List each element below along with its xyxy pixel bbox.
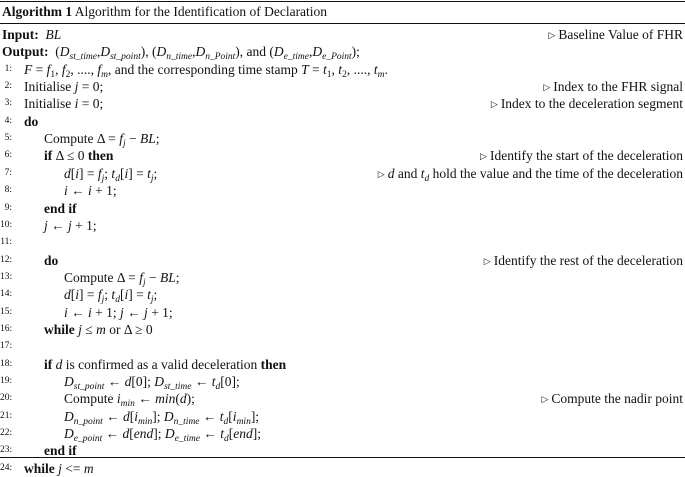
header-value: BL xyxy=(45,27,62,42)
code-line-9 xyxy=(0,200,685,218)
line-code: $D_{st\_point}$ ← d[0]; $D_{st\_time}$ ← $t_d[0]$; xyxy=(64,374,240,392)
line-number: 3: xyxy=(4,98,12,109)
code-line-22 xyxy=(0,425,685,443)
code-line-12 xyxy=(0,252,685,270)
comment-triangle-icon: ▷ xyxy=(543,82,551,93)
line-code: Compute $i_{min}$ ← min(d); xyxy=(64,391,195,410)
line-code: while j <= m xyxy=(24,460,94,476)
line-code: end if xyxy=(44,443,77,459)
algorithm-label: Algorithm 1 xyxy=(2,4,73,19)
header-line-output xyxy=(0,43,685,61)
line-code: Initialise i = 0; xyxy=(24,96,104,112)
line-code: $d[i] = f_j$; $t_d[i] = t_j$; xyxy=(64,165,158,184)
header-code xyxy=(2,26,61,44)
code-line-8 xyxy=(0,182,685,200)
header-label: Input: xyxy=(2,27,39,42)
comment-triangle-icon: ▷ xyxy=(548,30,556,40)
line-code: while j ≤ m or Δ ≥ 0 xyxy=(44,321,153,337)
line-number: 16: xyxy=(0,323,13,334)
line-number: 12: xyxy=(0,254,13,265)
line-number: 21: xyxy=(0,410,13,421)
line-number: 19: xyxy=(0,376,13,386)
line-number: 17: xyxy=(0,341,13,352)
code-line-13 xyxy=(0,269,685,287)
comment-text: d and $t_d$ hold the value and the time of the deceleration xyxy=(387,165,683,184)
header-code xyxy=(2,43,360,61)
comment-triangle-icon: ▷ xyxy=(480,151,487,162)
code-line-10 xyxy=(0,217,685,235)
comment-text: Identify the start of the deceleration xyxy=(489,148,683,164)
line-number: 24: xyxy=(0,462,13,473)
top-rule xyxy=(0,1,685,2)
comment-triangle-icon: ▷ xyxy=(541,394,549,405)
line-code: $d[i] = f_j$; $t_d[i] = t_j$; xyxy=(64,287,158,306)
code-line-11 xyxy=(0,234,685,252)
line-code: Initialise j = 0; xyxy=(24,79,104,95)
line-number: 15: xyxy=(0,306,13,317)
code-line-15 xyxy=(0,304,685,322)
line-number: 7: xyxy=(4,167,12,178)
code-line-16 xyxy=(0,321,685,339)
comment-triangle-icon: ▷ xyxy=(490,99,498,110)
code-line-5 xyxy=(0,130,685,148)
header-label: Output: xyxy=(2,44,49,60)
line-code: do xyxy=(24,113,39,129)
line-code: do xyxy=(44,252,59,268)
line-number: 1: xyxy=(4,63,12,74)
code-line-3 xyxy=(0,95,685,113)
comment-text: Identify the rest of the deceleration xyxy=(493,252,683,268)
line-code: Compute $\Delta = f_j$ − BL; xyxy=(44,131,160,150)
line-code: end if xyxy=(44,200,77,216)
code-line-24 xyxy=(0,460,685,477)
comment-triangle-icon: ▷ xyxy=(377,168,385,179)
line-code: $D_{n\_point}$ ← $d[i_{min}]$; $D_{n\_time}$ ← $t_d[i_{min}]$; xyxy=(64,408,260,427)
algorithm-caption: Algorithm for the Identification of Declaration xyxy=(74,4,328,19)
code-line-4 xyxy=(0,113,685,131)
line-number: 20: xyxy=(0,393,13,404)
code-line-17 xyxy=(0,338,685,356)
algorithm-title xyxy=(2,3,327,20)
line-number: 2: xyxy=(4,81,12,92)
header-value: $(D_{st\_time},D_{st\_point})$, $(D_{n\_time},D_{n\_Point})$, and $(D_{e\_time},D_{e\_Point})$; xyxy=(48,44,360,63)
line-number: 14: xyxy=(0,289,13,300)
line-number: 6: xyxy=(4,150,12,161)
comment-text: Index to the deceleration segment xyxy=(500,96,683,112)
line-number: 22: xyxy=(0,428,13,439)
code-line-2 xyxy=(0,78,685,96)
line-code: if d is confirmed as a valid deceleration then xyxy=(44,356,287,372)
line-code: $F = f_1$, $f_2$, ...., $f_m$, and the corresponding time stamp $T = t_1$, $t_2$, ...., $t_m$. xyxy=(24,61,388,80)
comment-text: Index to the FHR signal xyxy=(553,79,683,95)
comment-triangle-icon: ▷ xyxy=(483,255,491,266)
line-code: i ← i + 1; xyxy=(64,183,117,199)
line-code: i ← i + 1; j ← j + 1; xyxy=(64,304,173,320)
code-line-18 xyxy=(0,356,685,374)
code-line-14 xyxy=(0,286,685,304)
line-number: 10: xyxy=(0,219,13,230)
code-line-21 xyxy=(0,408,685,426)
bottom-rule xyxy=(0,457,685,458)
code-line-1 xyxy=(0,61,685,79)
line-number: 11: xyxy=(0,237,12,248)
line-code: if Δ ≤ 0 then xyxy=(44,148,114,164)
line-number: 5: xyxy=(4,133,12,144)
comment-text: Compute the nadir point xyxy=(551,391,683,407)
line-code: $D_{e\_point}$ ← d[end]; $D_{e\_time}$ ← $t_d[end]$; xyxy=(64,426,261,445)
line-number: 18: xyxy=(0,358,13,369)
line-number: 4: xyxy=(4,115,12,126)
comment-text: Baseline Value of FHR xyxy=(558,27,683,42)
line-number: 13: xyxy=(0,271,13,282)
code-line-6 xyxy=(0,147,685,165)
line-number: 8: xyxy=(4,185,12,196)
line-number: 9: xyxy=(4,202,12,213)
code-line-20 xyxy=(0,390,685,408)
header-line-input xyxy=(0,26,685,44)
code-line-7 xyxy=(0,165,685,183)
line-number: 23: xyxy=(0,445,13,456)
title-rule xyxy=(0,23,685,24)
code-line-19 xyxy=(0,373,685,391)
line-code: j ← j + 1; xyxy=(44,217,97,233)
line-code: Compute $\Delta = f_j$ − BL; xyxy=(64,269,180,288)
